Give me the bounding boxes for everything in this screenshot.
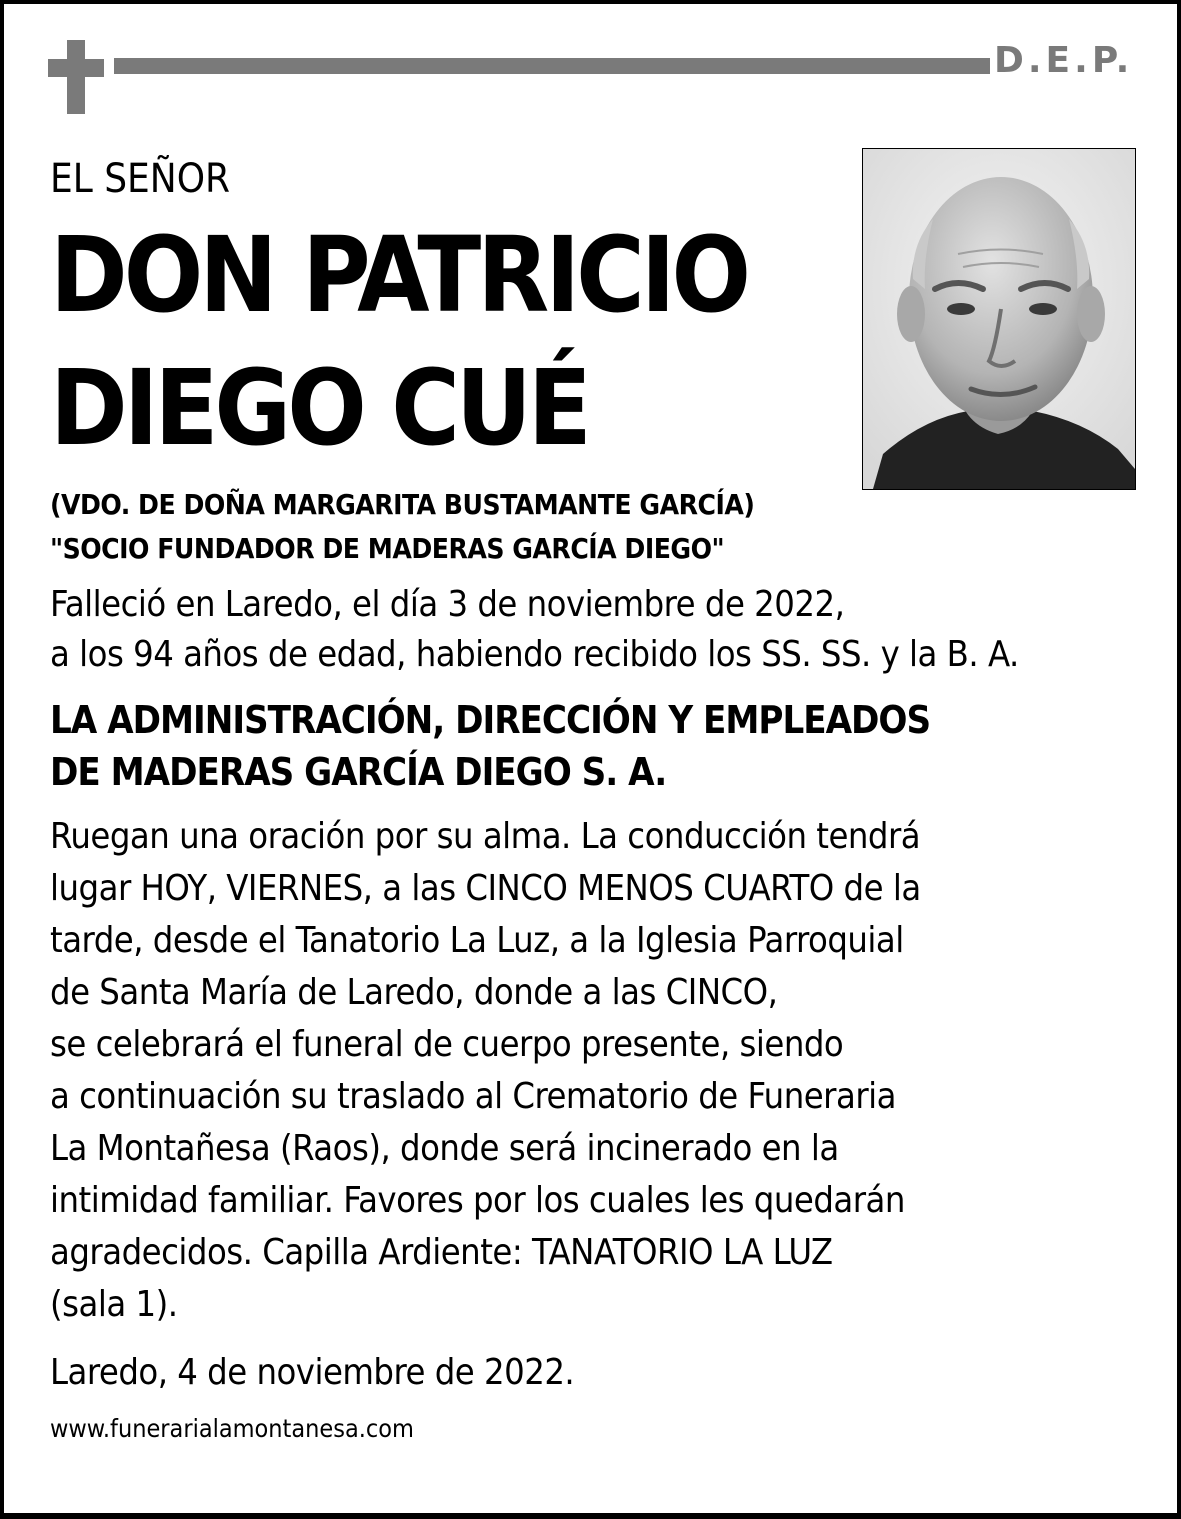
service-text-line: La Montañesa (Raos), donde será incinerado en la: [50, 1128, 839, 1169]
mourners-line-1: LA ADMINISTRACIÓN, DIRECCIÓN Y EMPLEADOS: [50, 698, 931, 742]
service-text-line: Ruegan una oración por su alma. La conducción tendrá: [50, 816, 921, 857]
service-text-line: (sala 1).: [50, 1284, 178, 1325]
death-details-line-2: a los 94 años de edad, habiendo recibido los SS. SS. y la B. A.: [50, 634, 1019, 675]
service-text-line: a continuación su traslado al Crematorio de Funeraria: [50, 1076, 896, 1117]
widower-of-line: (VDO. DE DOÑA MARGARITA BUSTAMANTE GARCÍA): [50, 488, 755, 521]
cross-icon: [48, 40, 104, 114]
deceased-name-line-1: DON PATRICIO: [50, 214, 748, 336]
death-details-line-1: Falleció en Laredo, el día 3 de noviembre de 2022,: [50, 584, 845, 625]
portrait-image: [863, 149, 1135, 489]
deceased-name-line-2: DIEGO CUÉ: [50, 347, 588, 469]
honorific: EL SEÑOR: [50, 156, 231, 202]
service-text-line: intimidad familiar. Favores por los cuales les quedarán: [50, 1180, 905, 1221]
portrait-photo: [862, 148, 1136, 490]
website-link[interactable]: www.funerarialamontanesa.com: [50, 1414, 414, 1443]
service-text-line: se celebrará el funeral de cuerpo presente, siendo: [50, 1024, 844, 1065]
mourners-line-2: DE MADERAS GARCÍA DIEGO S. A.: [50, 750, 667, 794]
place-and-date: Laredo, 4 de noviembre de 2022.: [50, 1352, 575, 1393]
service-text-line: tarde, desde el Tanatorio La Luz, a la Iglesia Parroquial: [50, 920, 904, 961]
service-text-line: de Santa María de Laredo, donde a las CINCO,: [50, 972, 778, 1013]
header-rule: [114, 58, 990, 74]
service-text-line: lugar HOY, VIERNES, a las CINCO MENOS CUARTO de la: [50, 868, 921, 909]
service-text-line: agradecidos. Capilla Ardiente: TANATORIO LA LUZ: [50, 1232, 833, 1273]
dep-label: D.E.P.: [994, 40, 1134, 81]
founder-line: "SOCIO FUNDADOR DE MADERAS GARCÍA DIEGO": [50, 532, 725, 565]
